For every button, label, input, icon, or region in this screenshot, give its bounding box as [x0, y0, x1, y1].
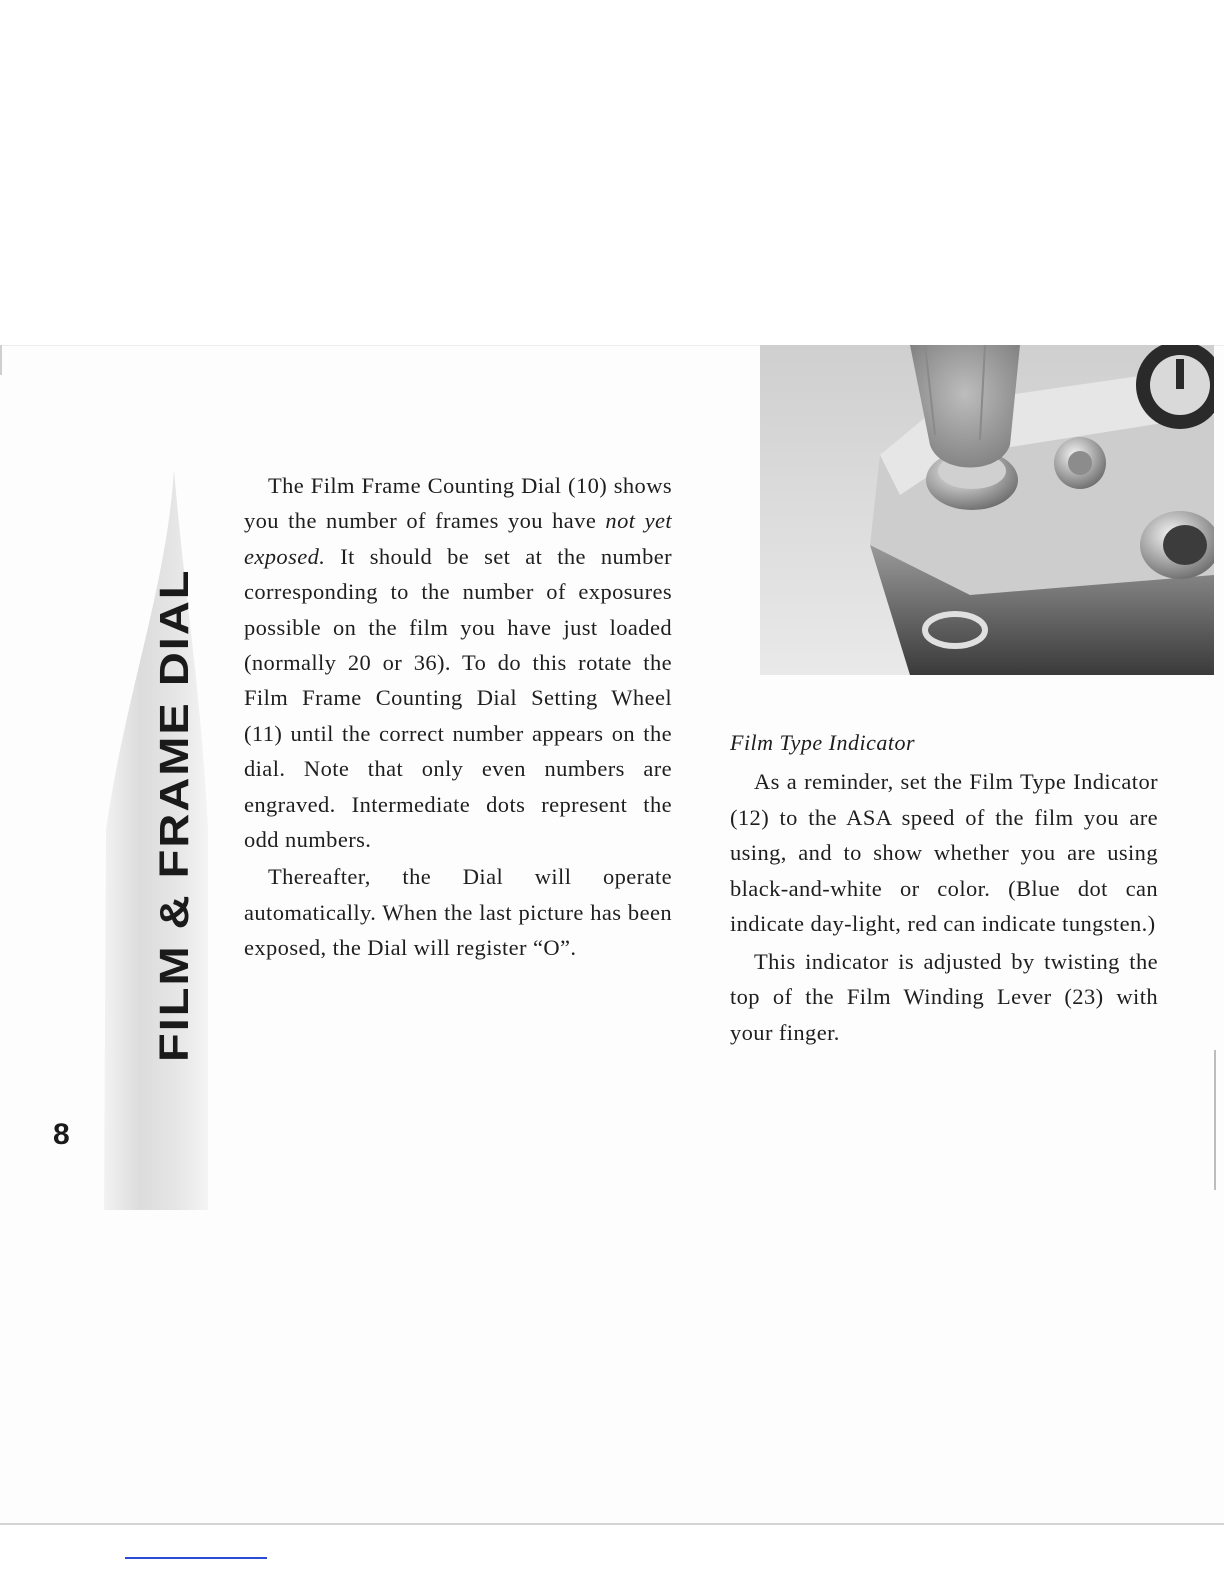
section-tab-title: FILM & FRAME DIAL [150, 568, 197, 1062]
footer-rule [125, 1557, 267, 1559]
section-tab [96, 470, 226, 1210]
paragraph: This indicator is adjusted by twisting the top of the Film Winding Lever (23) with your finger. [730, 948, 1158, 1045]
camera-photo-image [760, 345, 1214, 675]
right-column-text [730, 764, 1158, 1050]
paragraph: As a reminder, set the Film Type Indicator (12) to the ASA speed of the film you are using, and to show whether you are using black-and-white or color. (Blue dot can indicate day-light, red can indicate tungsten.) [730, 769, 1158, 936]
page-number: 8 [53, 1118, 70, 1151]
camera-photo [760, 345, 1214, 675]
emphasis-text: not yet exposed. [244, 508, 673, 569]
section-heading: Film Type Indicator [730, 730, 916, 755]
paragraph [244, 468, 672, 857]
page-edge-mark [1214, 1050, 1216, 1190]
text-run: The Film Frame Counting Dial (10) shows you the number of frames you have [244, 473, 672, 534]
text-run: It should be set at the number corresponding to the number of exposures possible on the film you have just loaded (normally 20 or 36). To do this rotate the Film Frame Counting Dial Setting Wheel (11) until the correct number appears on the dial. Note that only even numbers are engraved. Intermediate dots represent the odd numbers. [244, 543, 672, 853]
page-edge-mark [0, 345, 2, 375]
left-column-text [244, 468, 672, 966]
paragraph: Thereafter, the Dial will operate automatically. When the last picture has been exposed, the Dial will register “O”. [244, 864, 672, 961]
